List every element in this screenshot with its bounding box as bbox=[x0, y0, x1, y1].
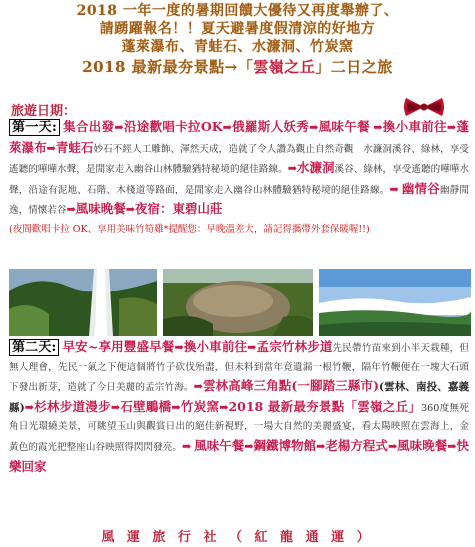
stop-steel-museum: 鋼鐵博物館 bbox=[253, 437, 317, 453]
arrow-icon: ➡ bbox=[125, 203, 136, 217]
day-1-description-3: 幽靜閒逸，情懷若谷 bbox=[9, 184, 469, 217]
stop-cloud-hill: 2018 最新最夯景點「雲嶺之丘」 bbox=[228, 398, 422, 414]
day-2-label: 第二天: bbox=[9, 339, 59, 356]
stop-dinner-2: 風味晚餐 bbox=[397, 437, 448, 453]
stop-gathering: 集合出發 bbox=[63, 119, 115, 134]
counties-note: (雲林、南投、嘉義縣) bbox=[9, 381, 470, 414]
day-2-itinerary bbox=[9, 338, 469, 478]
header-line-1: 2018 一年一度的暑期回饋大優待又再度舉辦了、 bbox=[76, 3, 399, 19]
day-1-label: 第一天: bbox=[9, 119, 60, 136]
bow-icon bbox=[402, 96, 446, 118]
arrow-icon: ➡ bbox=[446, 121, 457, 134]
arrow-icon: ➡ bbox=[193, 380, 203, 394]
arrow-icon: ➡ bbox=[387, 439, 398, 453]
stop-frog-rock: 青蛙石 bbox=[55, 139, 94, 155]
stop-dinner: 風味晚餐 bbox=[75, 201, 126, 217]
arrow-icon: ➡ bbox=[222, 121, 232, 134]
stop-change-car-2: 換小車前往 bbox=[183, 339, 248, 354]
header-line-4-prefix: 2018 最新最夯景點→「 bbox=[82, 58, 254, 76]
stop-bamboo-trail: 孟宗竹林步道 bbox=[256, 339, 333, 354]
header-line-3: 蓬萊瀑布、青蛙石、水濂洞、竹炭窯 bbox=[121, 39, 354, 55]
cloud-sea-photo bbox=[319, 269, 471, 336]
stop-yang-formula: 老楊方程式 bbox=[325, 437, 388, 453]
arrow-icon: ➡ bbox=[389, 182, 399, 196]
stop-return-home: 快樂回家 bbox=[9, 437, 469, 474]
stop-lunch: 風味午餐 bbox=[318, 119, 370, 134]
header-line-4 bbox=[0, 58, 475, 76]
waterfall-photo bbox=[9, 269, 157, 336]
arrow-icon: ➡ bbox=[110, 400, 121, 414]
photo-strip bbox=[9, 269, 471, 336]
arrow-icon: ➡ bbox=[219, 400, 229, 414]
arrow-icon: ➡ bbox=[287, 162, 297, 176]
arrow-icon: ➡ bbox=[24, 400, 34, 414]
frog-rock-photo bbox=[163, 269, 313, 336]
stop-waterfall: 蓬萊瀑布 bbox=[9, 119, 469, 155]
day-2-description-2: 360度無死角日光環繞美景，可眺望玉山與觀賞日出的絕佳新視野，一場大自然的美麗盛宴，看太陽映照在雲海上，金黃色的霞光把整座山谷映照得閃閃發亮。 bbox=[9, 402, 469, 453]
arrow-icon: ➡ bbox=[46, 141, 56, 155]
stop-breakfast: 早安~享用豐盛早餐 bbox=[62, 339, 175, 354]
stop-karaoke: 沿途歡唱卡拉OK bbox=[123, 119, 223, 134]
arrow-icon: ➡ bbox=[181, 439, 192, 453]
arrow-icon: ➡ bbox=[174, 341, 184, 354]
day-1-itinerary bbox=[9, 118, 469, 240]
stop-valley: 幽情谷 bbox=[401, 180, 440, 196]
stop-summit: 雲林高峰三角點(一腳踏三縣市) bbox=[202, 378, 380, 394]
arrow-icon: ➡ bbox=[114, 121, 124, 134]
arrow-icon: ➡ bbox=[447, 439, 457, 453]
day-1-description-2: 溪谷、綠林，享受遙聽的嘩嘩水聲，沿途有泥地、石階、木棧道等路面，是閒家走入幽谷山林體驗猶特秘境的絕佳路線。 bbox=[9, 164, 470, 196]
day-2-description-1: 先民帶竹苗來到小半天栽種，但無人理會，先民一氣之下便這個將竹子砍伐殆盡，但未料到當年竟遺漏一根竹鞭，隔年竹鞭便在一塊大石頭下發出新芽，造就了今日美麗的孟宗竹海。 bbox=[9, 343, 469, 394]
stop-lunch-2: 風味午餐 bbox=[194, 437, 245, 453]
arrow-icon: ➡ bbox=[66, 203, 76, 217]
travel-date-label: 旅遊日期： bbox=[11, 104, 77, 119]
stop-change-car: 換小車前往 bbox=[382, 119, 447, 134]
stop-cedar-trail: 杉林步道漫步 bbox=[33, 398, 111, 414]
stop-show: 俄羅斯人妖秀 bbox=[231, 119, 310, 134]
arrow-icon: ➡ bbox=[316, 439, 326, 453]
travel-agency-footer: 風 運 旅 行 社 （ 紅 龍 通 運 ） bbox=[101, 530, 374, 545]
arrow-icon: ➡ bbox=[171, 400, 181, 414]
header-line-4-highlight: 雲嶺之丘 bbox=[253, 58, 316, 76]
arrow-icon: ➡ bbox=[244, 439, 254, 453]
stop-charcoal-kiln: 竹炭窯 bbox=[180, 398, 220, 414]
header-line-2: 請踴躍報名！！夏天避暑度假清涼的好地方 bbox=[99, 21, 376, 37]
header-line-4-suffix: 」二日之旅 bbox=[315, 58, 393, 76]
arrow-icon: ➡ bbox=[247, 341, 257, 354]
arrow-icon: ➡ bbox=[309, 121, 319, 134]
stop-bridge: 石壁鵰橋 bbox=[120, 398, 172, 414]
arrow-icon: ➡ bbox=[373, 121, 383, 134]
day-1-note: (夜間歡唱卡拉 OK、享用美味竹筍雞*提醒您：早晚溫差大，請記得攜帶外套保暖喔!!) bbox=[9, 223, 370, 235]
stop-lodging: 夜宿：東碧山莊 bbox=[135, 201, 223, 217]
day-1-description-1: 妙石不經人工雕飾、渾然天成，造就了令人讚為觀止自然奇觀 水濂洞溪谷、綠林，享受遙聽的嘩嘩水聲，是閒家走入幽谷山林體驗猶特秘境的絕佳路線。 bbox=[9, 143, 469, 176]
stop-water-cave: 水濂洞 bbox=[296, 160, 335, 176]
